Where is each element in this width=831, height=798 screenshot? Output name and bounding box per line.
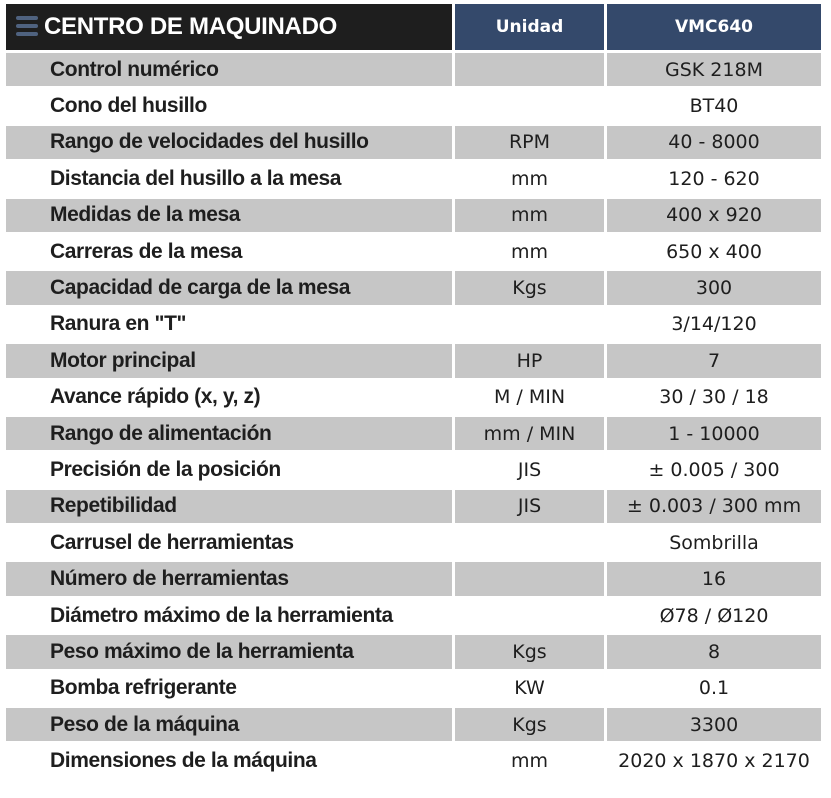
table-row xyxy=(6,417,821,453)
table-row xyxy=(6,235,821,271)
spec-label: Carrusel de herramientas xyxy=(6,526,455,562)
spec-unit: mm xyxy=(455,235,607,271)
spec-unit: RPM xyxy=(455,126,607,162)
spec-unit xyxy=(455,526,607,562)
spec-label: Distancia del husillo a la mesa xyxy=(6,162,455,198)
spec-label: Peso de la máquina xyxy=(6,708,455,744)
spec-value: 300 xyxy=(607,271,821,307)
spec-unit xyxy=(455,53,607,89)
spec-label: Rango de alimentación xyxy=(6,417,455,453)
spec-unit: JIS xyxy=(455,453,607,489)
table-row xyxy=(6,53,821,89)
table-row xyxy=(6,708,821,744)
table-row xyxy=(6,381,821,417)
spec-value: 2020 x 1870 x 2170 xyxy=(607,744,821,780)
spec-label: Avance rápido (x, y, z) xyxy=(6,381,455,417)
table-row xyxy=(6,562,821,598)
spec-value: 8 xyxy=(607,635,821,671)
table-row xyxy=(6,672,821,708)
spec-label: Carreras de la mesa xyxy=(6,235,455,271)
table-row xyxy=(6,308,821,344)
spec-unit: Kgs xyxy=(455,271,607,307)
spec-value: 400 x 920 xyxy=(607,199,821,235)
spec-label: Número de herramientas xyxy=(6,562,455,598)
table-row xyxy=(6,453,821,489)
spec-unit: JIS xyxy=(455,490,607,526)
spec-value: Sombrilla xyxy=(607,526,821,562)
spec-table xyxy=(6,4,821,781)
spec-unit: HP xyxy=(455,344,607,380)
spec-value: 3/14/120 xyxy=(607,308,821,344)
unit-column-header: Unidad xyxy=(455,4,607,53)
spec-value: 3300 xyxy=(607,708,821,744)
table-row xyxy=(6,744,821,780)
spec-unit: mm xyxy=(455,744,607,780)
spec-unit: Kgs xyxy=(455,708,607,744)
spec-label: Motor principal xyxy=(6,344,455,380)
table-row xyxy=(6,526,821,562)
table-row xyxy=(6,126,821,162)
spec-label: Peso máximo de la herramienta xyxy=(6,635,455,671)
header-row xyxy=(6,4,821,53)
menu-icon xyxy=(16,16,38,36)
spec-label: Bomba refrigerante xyxy=(6,672,455,708)
spec-value: 0.1 xyxy=(607,672,821,708)
spec-unit: mm xyxy=(455,199,607,235)
spec-label: Medidas de la mesa xyxy=(6,199,455,235)
spec-unit xyxy=(455,599,607,635)
spec-unit xyxy=(455,308,607,344)
spec-label: Ranura en "T" xyxy=(6,308,455,344)
spec-unit: mm / MIN xyxy=(455,417,607,453)
spec-label: Capacidad de carga de la mesa xyxy=(6,271,455,307)
spec-value: 1 - 10000 xyxy=(607,417,821,453)
spec-value: 30 / 30 / 18 xyxy=(607,381,821,417)
table-title: CENTRO DE MAQUINADO xyxy=(44,13,337,40)
spec-value: GSK 218M xyxy=(607,53,821,89)
spec-value: ± 0.005 / 300 xyxy=(607,453,821,489)
spec-label: Control numérico xyxy=(6,53,455,89)
spec-unit xyxy=(455,89,607,125)
table-title-cell xyxy=(6,4,455,53)
spec-label: Cono del husillo xyxy=(6,89,455,125)
spec-value: 16 xyxy=(607,562,821,598)
table-row xyxy=(6,162,821,198)
spec-label: Rango de velocidades del husillo xyxy=(6,126,455,162)
spec-unit: M / MIN xyxy=(455,381,607,417)
spec-value: 7 xyxy=(607,344,821,380)
model-column-header: VMC640 xyxy=(607,4,821,53)
spec-unit xyxy=(455,562,607,598)
spec-unit: Kgs xyxy=(455,635,607,671)
spec-unit: KW xyxy=(455,672,607,708)
spec-label: Repetibilidad xyxy=(6,490,455,526)
spec-value: 40 - 8000 xyxy=(607,126,821,162)
table-row xyxy=(6,599,821,635)
table-row xyxy=(6,89,821,125)
spec-value: 120 - 620 xyxy=(607,162,821,198)
spec-value: BT40 xyxy=(607,89,821,125)
table-row xyxy=(6,490,821,526)
table-row xyxy=(6,344,821,380)
spec-label: Diámetro máximo de la herramienta xyxy=(6,599,455,635)
table-row xyxy=(6,635,821,671)
spec-unit: mm xyxy=(455,162,607,198)
table-row xyxy=(6,199,821,235)
spec-label: Dimensiones de la máquina xyxy=(6,744,455,780)
spec-label: Precisión de la posición xyxy=(6,453,455,489)
spec-value: 650 x 400 xyxy=(607,235,821,271)
spec-value: Ø78 / Ø120 xyxy=(607,599,821,635)
spec-value: ± 0.003 / 300 mm xyxy=(607,490,821,526)
table-row xyxy=(6,271,821,307)
